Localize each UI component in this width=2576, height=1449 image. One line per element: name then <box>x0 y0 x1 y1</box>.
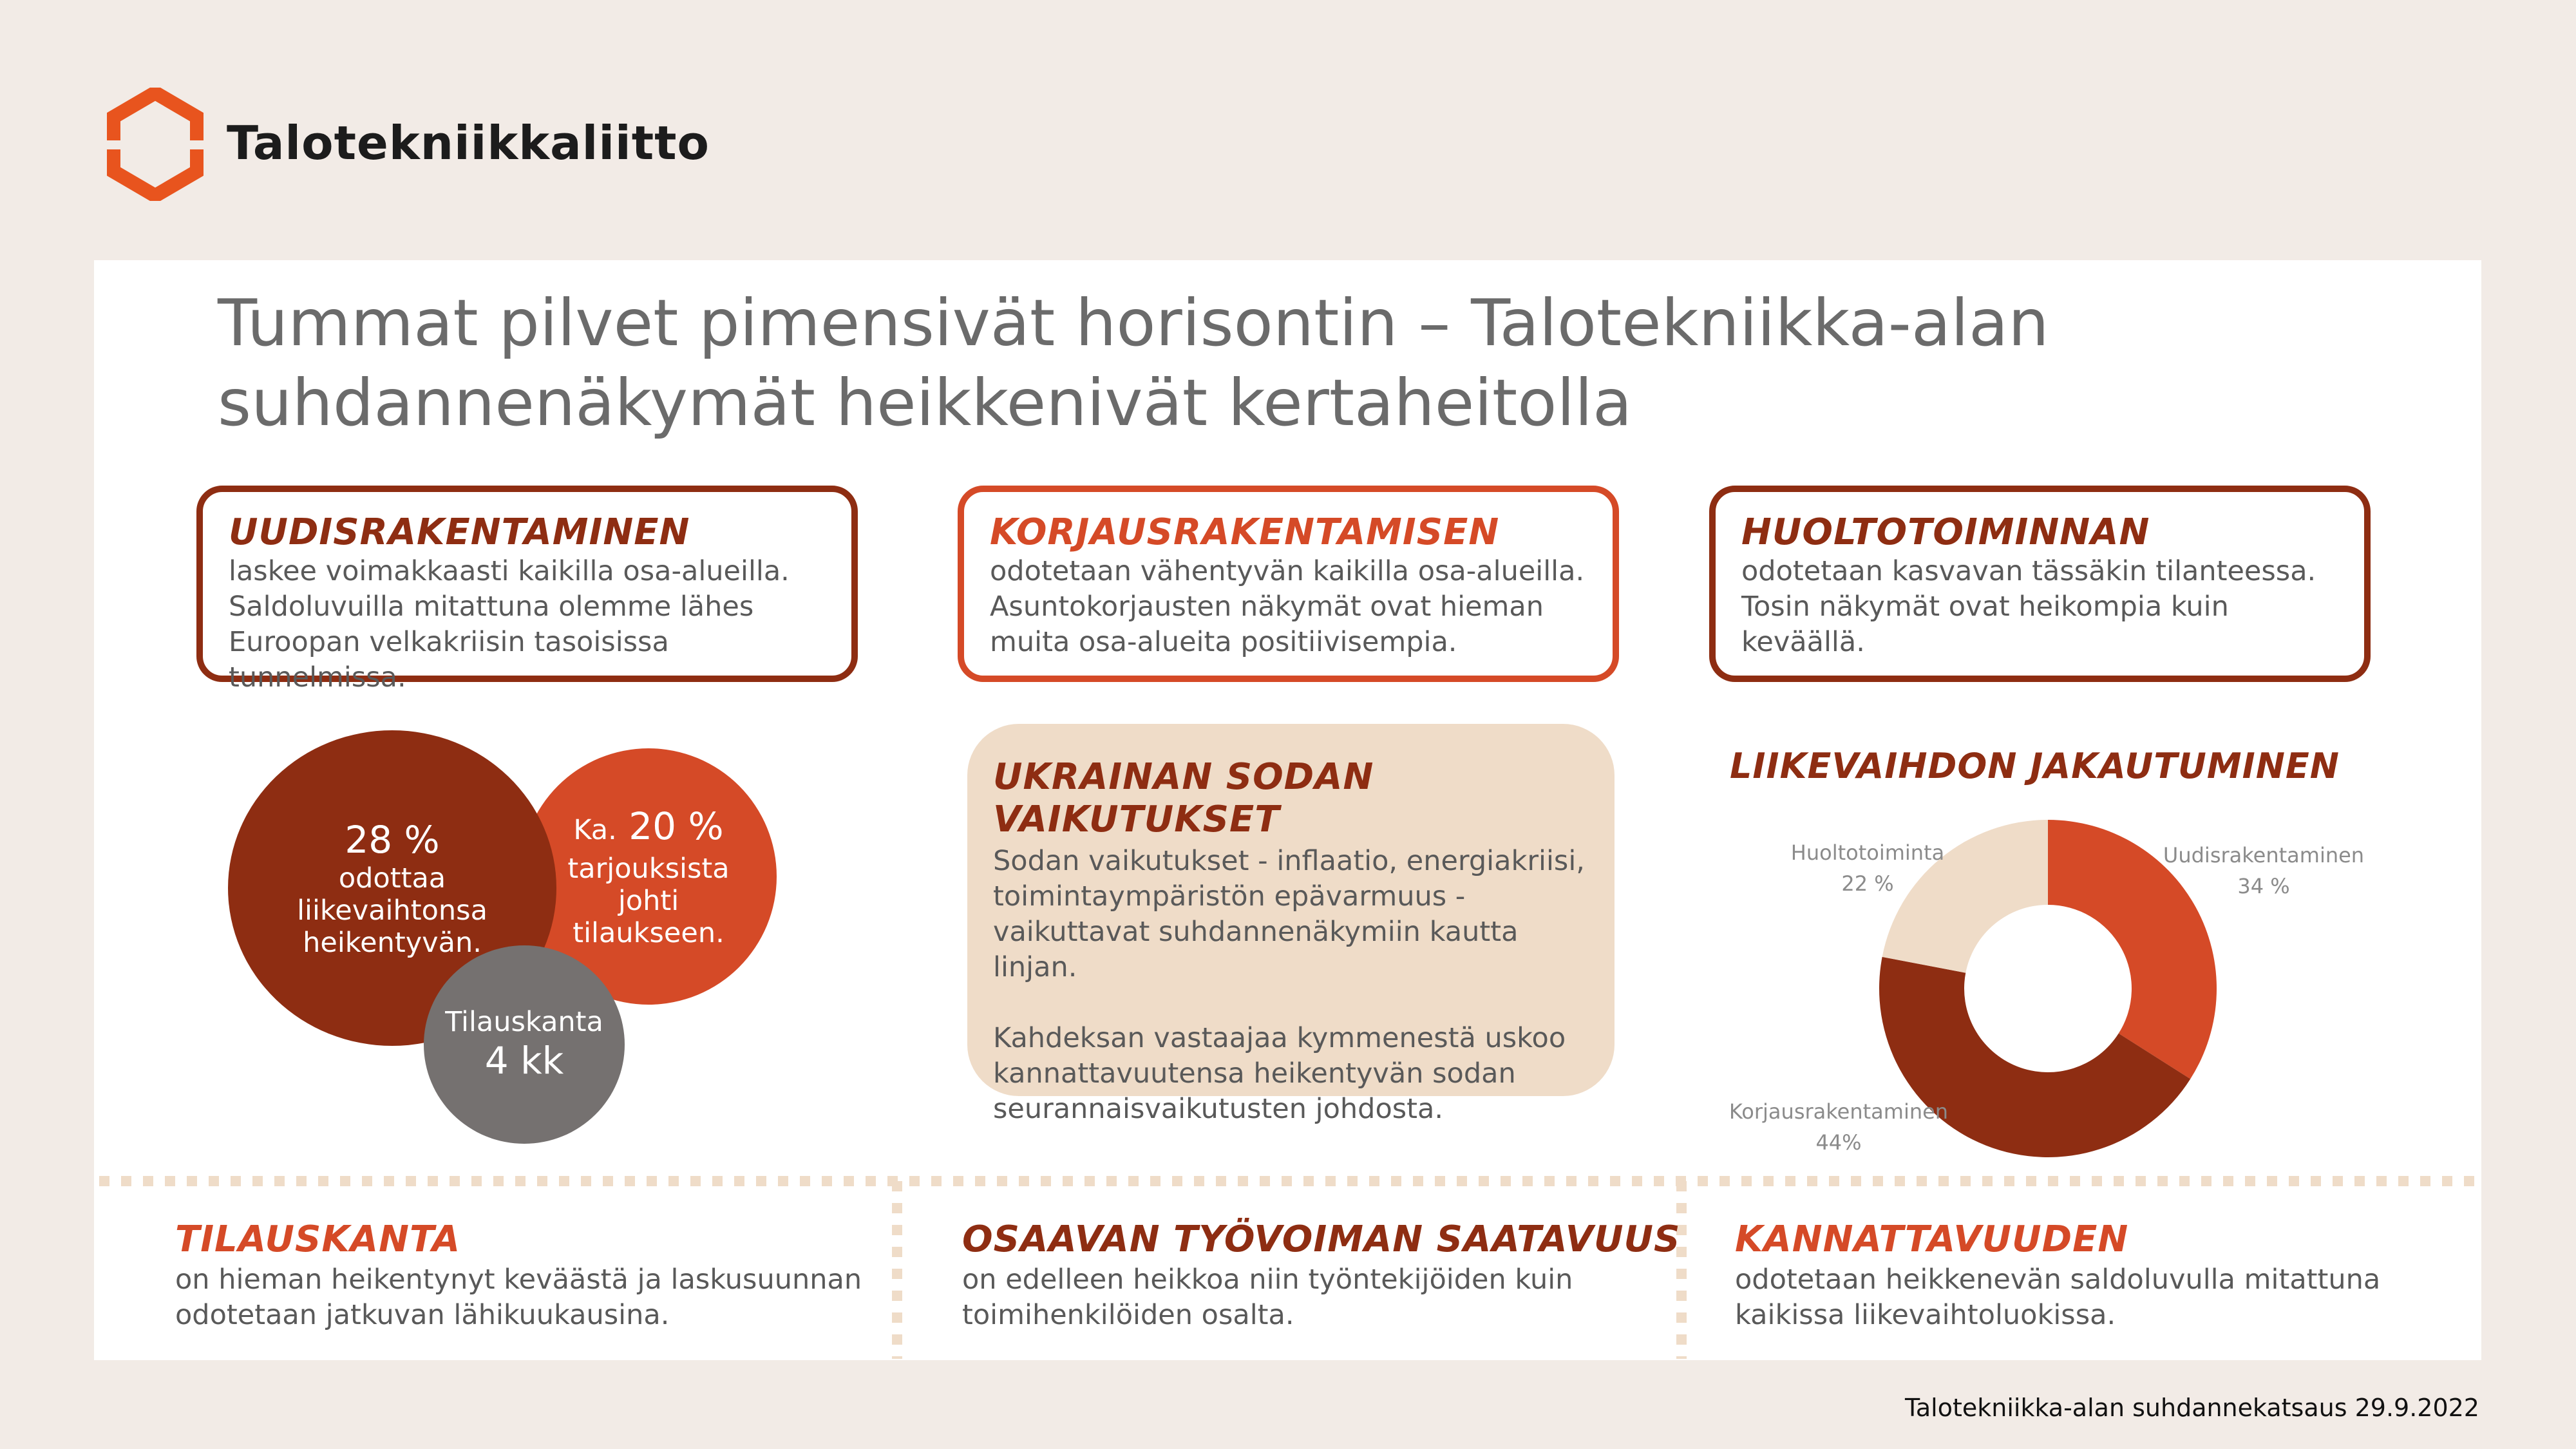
bottom-text-line: odotetaan heikkenevän saldoluvulla mitattuna <box>1735 1264 2381 1296</box>
pie-label-uudisrakentaminen <box>2161 840 2367 902</box>
box-text <box>990 554 1587 660</box>
chart-title: LIIKEVAIHDON JAKAUTUMINEN <box>1730 746 2340 786</box>
bottom-text-line: on edelleen heikkoa niin työntekijöiden kuin <box>962 1264 1573 1296</box>
bottom-text <box>962 1262 1680 1333</box>
talotekniikkaliitto-logo-icon <box>107 88 204 201</box>
bubble-revenue-line: odottaa <box>338 862 446 895</box>
ukraine-line: toimintaympäristön epävarmuus - <box>993 880 1466 913</box>
bubble-offers-number: 20 % <box>629 804 724 848</box>
bottom-text-line: kaikissa liikevaihtoluokissa. <box>1735 1299 2116 1331</box>
pie-label-name: Uudisrakentaminen <box>2163 843 2365 867</box>
ukraine-line: kannattavuutensa heikentyvän sodan <box>993 1057 1516 1090</box>
box-text-line: odotetaan vähentyvän kaikilla osa-alueilla. <box>990 555 1585 587</box>
uudisrakentaminen-box <box>196 486 858 694</box>
bottom-text-line: on hieman heikentynyt keväästä ja laskusuunnan <box>175 1264 862 1296</box>
bottom-title: TILAUSKANTA <box>175 1218 461 1260</box>
huoltotoiminta-box <box>1709 486 2371 682</box>
pie-label-value: 34 % <box>2237 874 2290 898</box>
bubble-offers-prefix: Ka. <box>573 814 617 846</box>
ukraine-war-box <box>967 724 1615 1125</box>
bubble-revenue-line: heikentyvän. <box>303 927 482 959</box>
bottom-tilauskanta <box>175 1217 862 1333</box>
ukraine-title: UKRAINAN SODAN VAIKUTUKSET <box>993 756 1374 840</box>
bottom-text-line: odotetaan jatkuvan lähikuukausina. <box>175 1299 670 1331</box>
box-title: KORJAUSRAKENTAMISEN <box>990 511 1500 553</box>
box-text-line: Asuntokorjausten näkymät ovat hieman <box>990 591 1544 623</box>
bottom-tyovoima <box>962 1217 1680 1333</box>
box-text-line: Saldoluvuilla mitattuna olemme lähes <box>229 591 754 623</box>
bubble-offers-line: tarjouksista <box>567 853 730 885</box>
pie-label-name: Korjausrakentaminen <box>1728 1099 1949 1124</box>
page-title-line-1: Tummat pilvet pimensivät horisontin – Talotekniikka-alan <box>218 285 2049 361</box>
bottom-title: OSAAVAN TYÖVOIMAN SAATAVUUS <box>962 1218 1681 1260</box>
ukraine-paragraph-1 <box>993 844 1589 985</box>
pie-label-value: 44% <box>1815 1130 1862 1155</box>
ukraine-line: Sodan vaikutukset - inflaatio, energiakriisi, <box>993 845 1585 877</box>
bubble-backlog <box>424 945 625 1144</box>
page-title <box>218 283 2214 443</box>
bubble-backlog-label: Tilauskanta <box>445 1006 603 1038</box>
bubble-offers-line: johti <box>618 885 679 917</box>
pie-label-value: 22 % <box>1841 871 1894 896</box>
bubble-offers-line: tilaukseen. <box>573 917 724 949</box>
pie-label-name: Huoltotoiminta <box>1790 840 1945 865</box>
page-title-line-2: suhdannenäkymät heikkenivät kertaheitolla <box>218 365 1633 440</box>
box-text-line: keväällä. <box>1741 626 1865 658</box>
ukraine-line: seurannaisvaikutusten johdosta. <box>993 1093 1444 1125</box>
bubble-offers-value <box>573 804 723 853</box>
bottom-text-line: toimihenkilöiden osalta. <box>962 1299 1294 1331</box>
bottom-text <box>1735 1262 2380 1333</box>
box-text-line: odotetaan kasvavan tässäkin tilanteessa. <box>1741 555 2316 587</box>
bubble-revenue-line: liikevaihtonsa <box>297 895 488 927</box>
box-text <box>1741 554 2338 660</box>
box-text-line: laskee voimakkaasti kaikilla osa-alueilla. <box>229 555 790 587</box>
pie-label-huoltotoiminta <box>1784 837 1951 899</box>
ukraine-paragraph-2 <box>993 1021 1589 1127</box>
bubble-backlog-value: 4 kk <box>484 1039 564 1083</box>
box-text-line: muita osa-alueita positiivisempia. <box>990 626 1457 658</box>
bubble-revenue-value: 28 % <box>345 818 440 862</box>
footer-caption: Talotekniikka-alan suhdannekatsaus 29.9.2022 <box>1904 1394 2479 1422</box>
korjausrakentaminen-box <box>958 486 1619 682</box>
ukraine-line: vaikuttavat suhdannenäkymiin kautta linjan. <box>993 916 1519 983</box>
pie-label-korjausrakentaminen <box>1719 1096 1958 1158</box>
box-text-line: Tosin näkymät ovat heikompia kuin <box>1741 591 2229 623</box>
bottom-title: KANNATTAVUUDEN <box>1735 1218 2129 1260</box>
box-text-line: Euroopan velkakriisin tasoisissa tunnelmissa. <box>229 626 669 694</box>
bottom-kannattavuus <box>1735 1217 2380 1333</box>
box-text <box>229 554 826 696</box>
box-title: UUDISRAKENTAMINEN <box>229 511 690 553</box>
box-title: HUOLTOTOIMINNAN <box>1741 511 2150 553</box>
ukraine-line: Kahdeksan vastaajaa kymmenestä uskoo <box>993 1022 1566 1054</box>
bottom-text <box>175 1262 862 1333</box>
brand-name: Talotekniikkaliitto <box>227 116 710 170</box>
